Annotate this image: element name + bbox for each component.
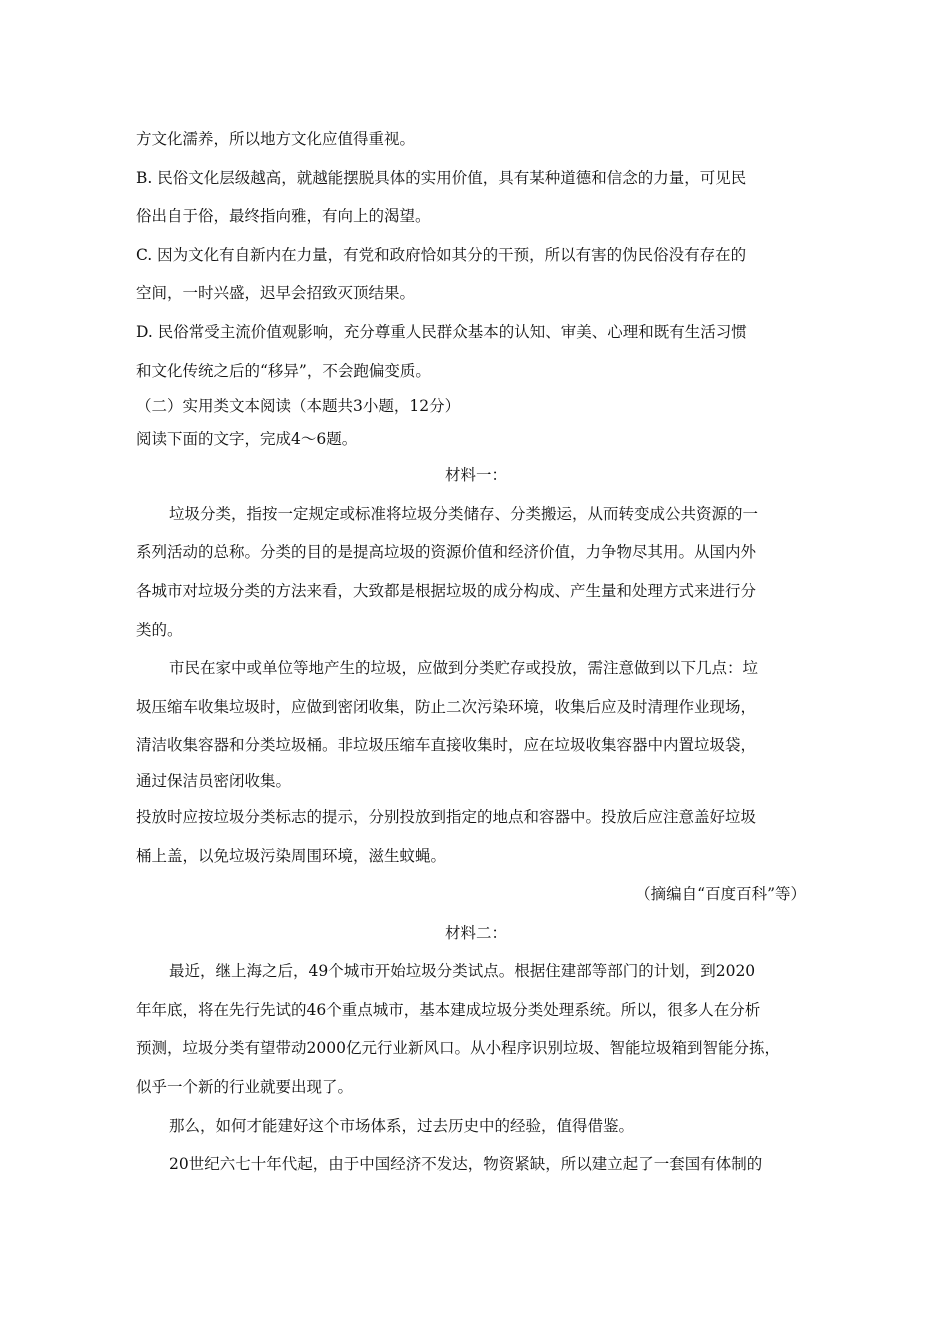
option-c-line-2: 空间，一时兴盛，迟早会招致灭顶结果。	[136, 284, 416, 303]
option-d-line-1: D. 民俗常受主流价值观影响，充分尊重人民群众基本的认知、审美、心理和既有生活习惯	[136, 322, 747, 341]
material-1-source: （摘编自“百度百科”等）	[635, 885, 806, 904]
option-b-line-1: B. 民俗文化层级越高，就越能摆脱具体的实用价值，具有某种道德和信念的力量，可见民	[136, 168, 747, 187]
material-1-p3-line: 桶上盖，以免垃圾污染周围环境，滋生蚊蝇。	[136, 846, 447, 865]
option-d-line-2: 和文化传统之后的“移异”，不会跑偏变质。	[136, 361, 431, 380]
material-2-p1-line: 年年底，将在先行先试的46个重点城市，基本建成垃圾分类处理系统。所以，很多人在分析	[136, 1000, 761, 1019]
material-1-p2-line: 通过保洁员密闭收集。	[136, 771, 292, 790]
document-page	[136, 120, 816, 1184]
option-b-line-2: 俗出自于俗，最终指向雅，有向上的渴望。	[136, 207, 431, 226]
material-1-p1-line: 类的。	[136, 620, 183, 639]
material-1-p1-line: 垃圾分类，指按一定规定或标准将垃圾分类储存、分类搬运，从而转变成公共资源的一	[169, 504, 759, 523]
material-2-p1-line: 预测，垃圾分类有望带动2000亿元行业新风口。从小程序识别垃圾、智能垃圾箱到智能分拣，	[136, 1039, 780, 1058]
material-2-p1-line: 似乎一个新的行业就要出现了。	[136, 1078, 354, 1097]
material-1-p3-line: 投放时应按垃圾分类标志的提示，分别投放到指定的地点和容器中。投放后应注意盖好垃圾	[136, 807, 757, 826]
option-c-line-1: C. 因为文化有自新内在力量，有党和政府恰如其分的干预，所以有害的伪民俗没有存在的	[136, 245, 747, 264]
material-2-p1-line: 最近，继上海之后，49个城市开始垃圾分类试点。根据住建部等部门的计划，到2020	[169, 962, 756, 981]
material-1-p1-line: 系列活动的总称。分类的目的是提高垃圾的资源价值和经济价值，力争物尽其用。从国内外	[136, 543, 757, 562]
material-1-p2-line: 圾压缩车收集垃圾时，应做到密闭收集，防止二次污染环境，收集后应及时清理作业现场，	[136, 697, 757, 716]
section-instruction: 阅读下面的文字，完成4～6题。	[136, 430, 358, 449]
material-1-title: 材料一：	[444, 466, 507, 485]
material-2-p2-line: 那么，如何才能建好这个市场体系，过去历史中的经验，值得借鉴。	[169, 1116, 635, 1135]
material-1-p1-line: 各城市对垃圾分类的方法来看，大致都是根据垃圾的成分构成、产生量和处理方式来进行分	[136, 581, 757, 600]
material-2-title: 材料二：	[444, 923, 507, 942]
section-heading: （二）实用类文本阅读（本题共3小题，12分）	[136, 397, 461, 416]
material-1-p2-line: 市民在家中或单位等地产生的垃圾，应做到分类贮存或投放，需注意做到以下几点：垃	[169, 659, 759, 678]
material-1-p2-line: 清洁收集容器和分类垃圾桶。非垃圾压缩车直接收集时，应在垃圾收集容器中内置垃圾袋，	[136, 736, 757, 755]
material-2-p3-line: 20世纪六七十年代起，由于中国经济不发达，物资紧缺，所以建立起了一套国有体制的	[169, 1155, 763, 1174]
option-a-continuation: 方文化濡养，所以地方文化应值得重视。	[136, 130, 416, 148]
